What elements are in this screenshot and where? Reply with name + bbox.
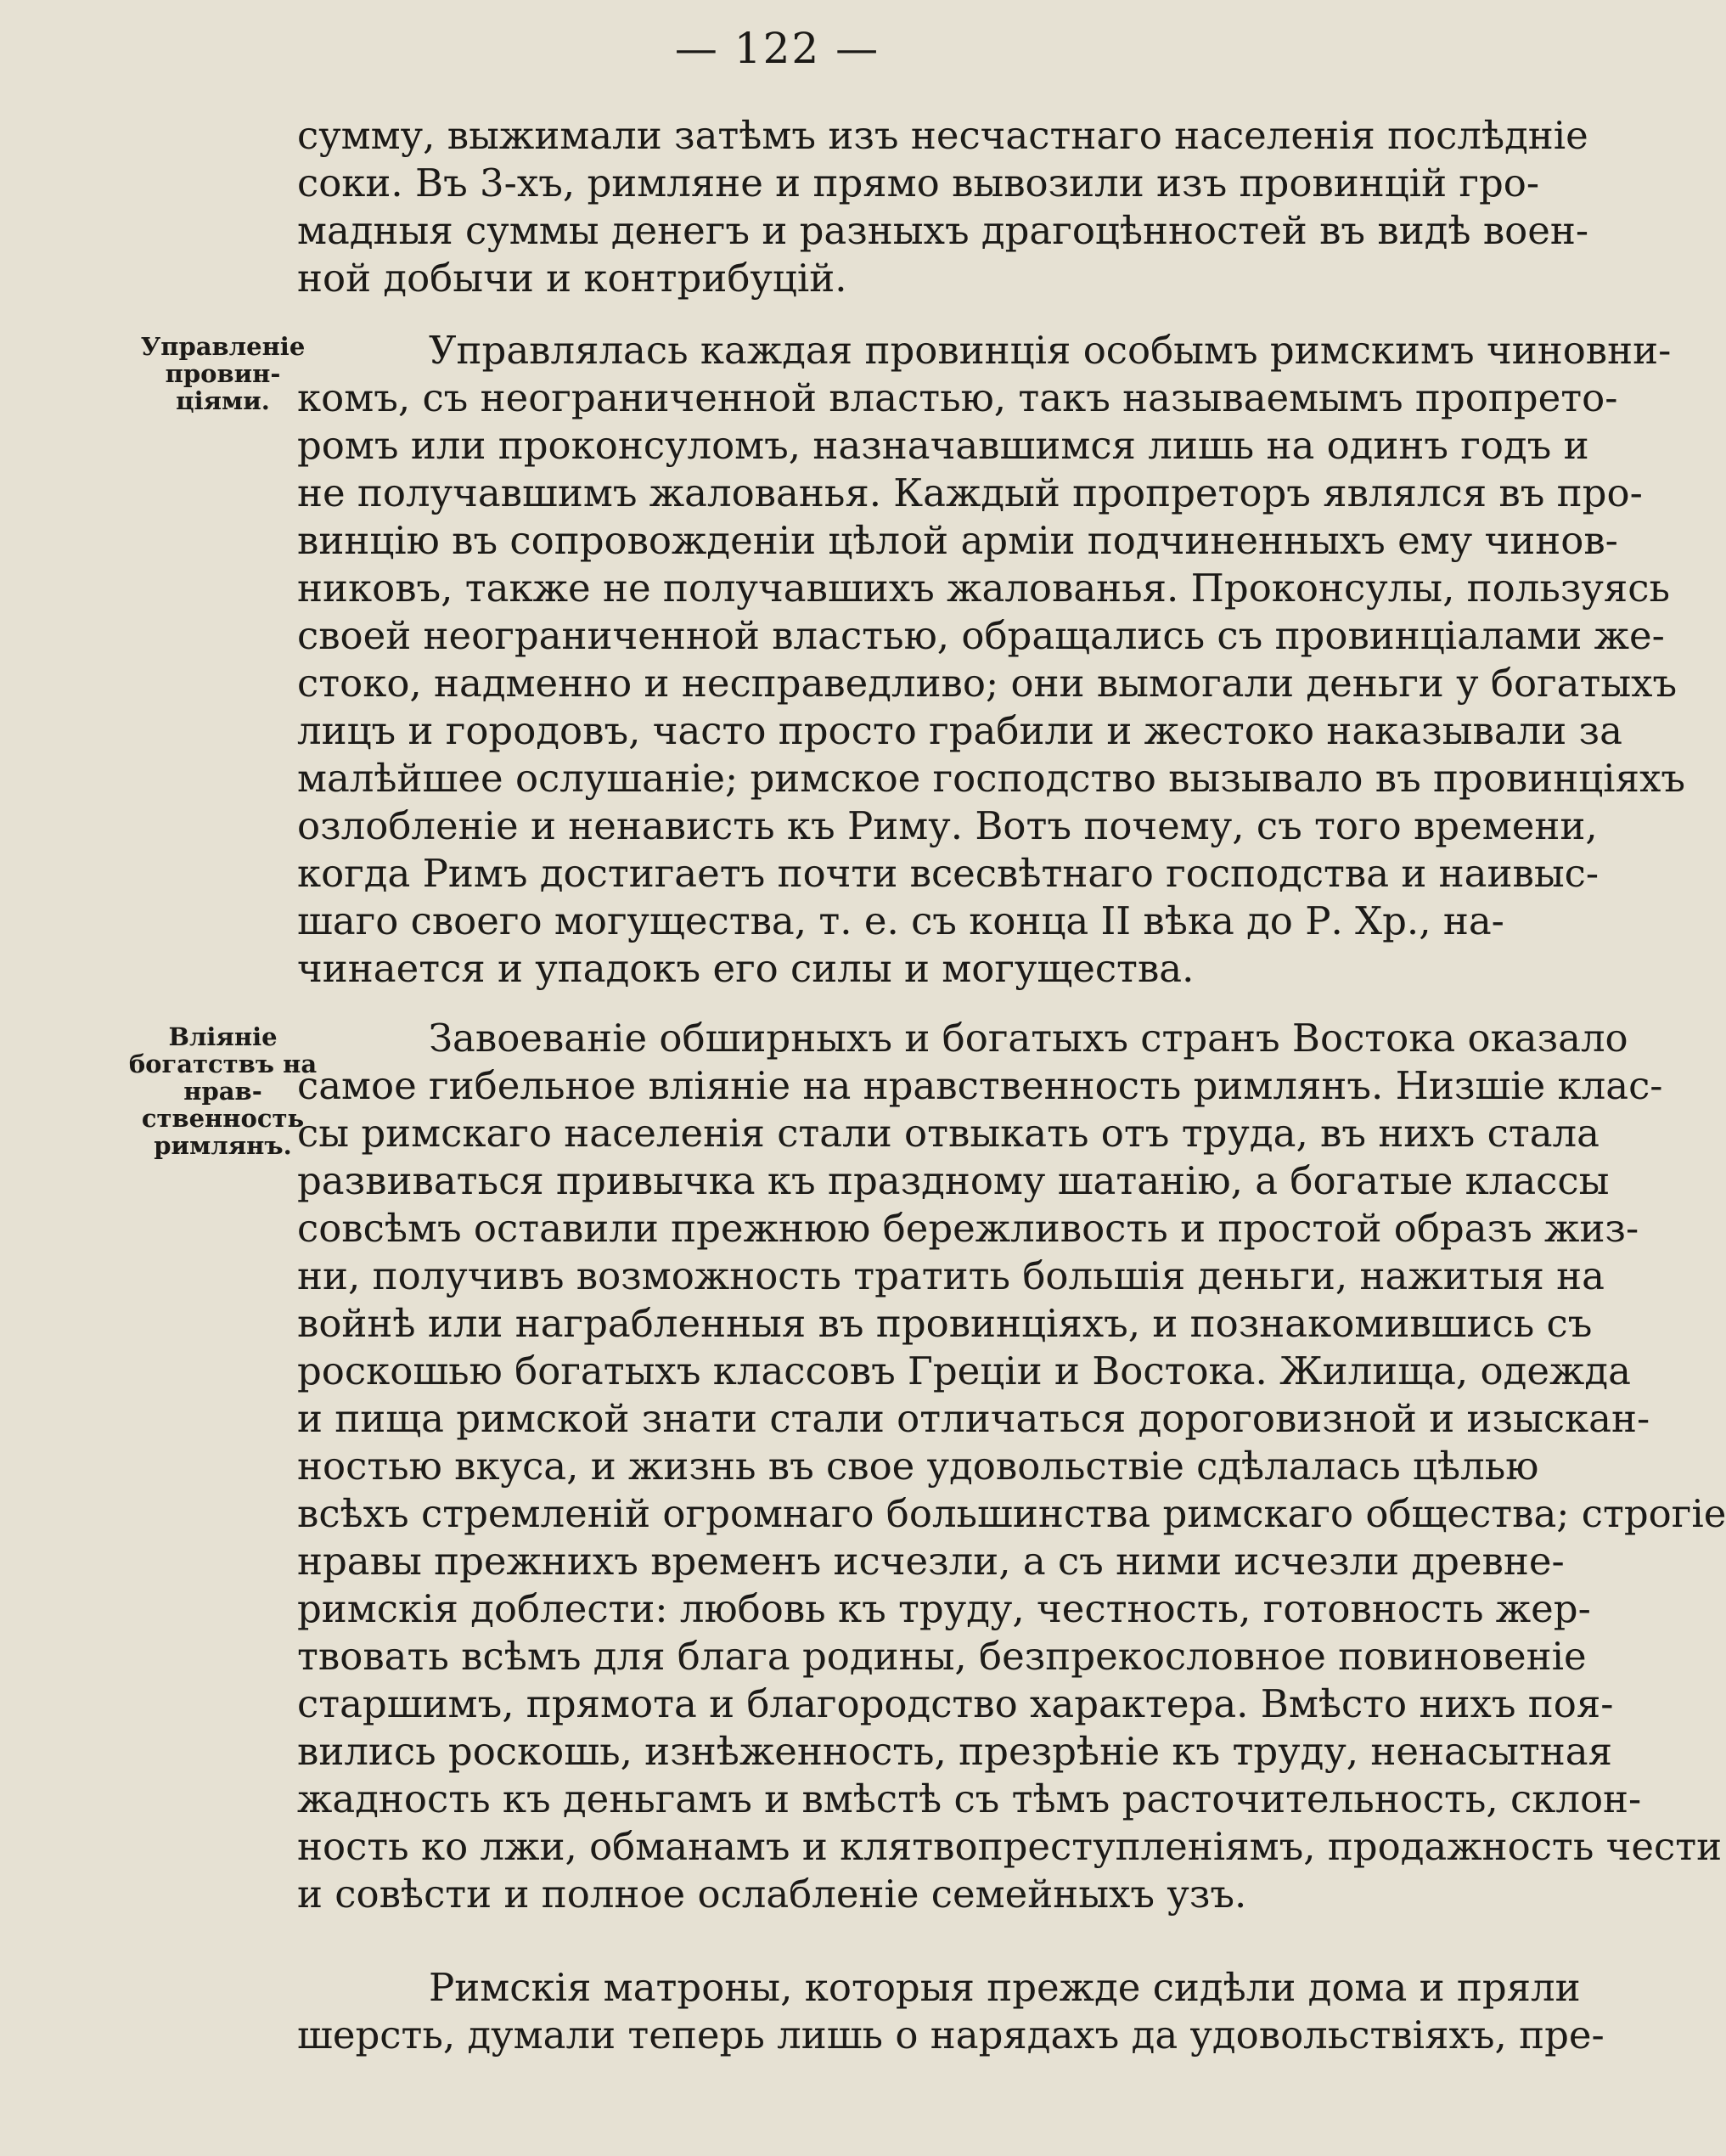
text-line: лицъ и городовъ, часто просто грабили и жестоко наказывали за: [297, 708, 1622, 753]
text-line: нравы прежнихъ временъ исчезли, а съ ними исчезли древне-: [297, 1539, 1565, 1584]
text-line: когда Римъ достигаетъ почти всесвѣтнаго господства и наивыс-: [297, 851, 1600, 896]
text-line: шерсть, думали теперь лишь о нарядахъ да удовольствіяхъ, пре-: [297, 2012, 1605, 2057]
text-line: старшимъ, прямота и благородство характера. Вмѣсто нихъ поя-: [297, 1681, 1614, 1726]
margin-note-provinces: Управленіе провин- ціями.: [140, 332, 306, 415]
text-line: ни, получивъ возможность тратить большія деньги, нажитыя на: [297, 1253, 1605, 1298]
text-line: Управлялась каждая провинція особымъ римскимъ чиновни-: [429, 328, 1672, 373]
text-line: жадность къ деньгамъ и вмѣстѣ съ тѣмъ расточительность, склон-: [297, 1776, 1642, 1821]
text-line: озлобленіе и ненависть къ Риму. Вотъ почему, съ того времени,: [297, 803, 1598, 848]
text-line: римскія доблести: любовь къ труду, честность, готовность жер-: [297, 1586, 1591, 1631]
text-line: мадныя суммы денегъ и разныхъ драгоцѣнностей въ видѣ воен-: [297, 208, 1589, 253]
text-line: ность ко лжи, обманамъ и клятвопреступленіямъ, продажность чести: [297, 1824, 1723, 1869]
text-line: шаго своего могущества, т. е. съ конца II вѣка до Р. Хр., на-: [297, 898, 1504, 943]
text-line: развиваться привычка къ праздному шатанію, а богатые классы: [297, 1158, 1610, 1203]
text-line: совсѣмъ оставили прежнюю бережливость и простой образъ жиз-: [297, 1206, 1639, 1251]
text-line: самое гибельное вліяніе на нравственность римлянъ. Низшіе клас-: [297, 1063, 1663, 1108]
text-line: своей неограниченной властью, обращались съ провинціалами же-: [297, 613, 1665, 658]
text-line: сумму, выжимали затѣмъ изъ несчастнаго населенія послѣдніе: [297, 113, 1588, 158]
text-line: Римскія матроны, которыя прежде сидѣли дома и пряли: [429, 1965, 1581, 2010]
text-line: вились роскошь, изнѣженность, презрѣніе къ труду, ненасытная: [297, 1729, 1612, 1774]
text-line: твовать всѣмъ для блага родины, безпрекословное повиновеніе: [297, 1634, 1587, 1679]
text-line: войнѣ или награбленныя въ провинціяхъ, и познакомившись съ: [297, 1301, 1593, 1346]
page-number: — 122 —: [674, 24, 880, 73]
text-line: всѣхъ стремленій огромнаго большинства римскаго общества; строгіе: [297, 1491, 1726, 1536]
text-line: соки. Въ 3-хъ, римляне и прямо вывозили изъ провинцій гро-: [297, 160, 1540, 205]
text-line: комъ, съ неограниченной властью, такъ называемымъ пропрето-: [297, 375, 1618, 420]
text-line: чинается и упадокъ его силы и могущества.: [297, 946, 1195, 991]
text-line: и пища римской знати стали отличаться дороговизной и изыскан-: [297, 1396, 1650, 1441]
text-line: ной добычи и контрибуцій.: [297, 256, 847, 301]
text-line: стоко, надменно и несправедливо; они вымогали деньги у богатыхъ: [297, 661, 1678, 706]
text-line: ностью вкуса, и жизнь въ свое удовольствіе сдѣлалась цѣлью: [297, 1444, 1539, 1489]
text-line: не получавшимъ жалованья. Каждый пропреторъ являлся въ про-: [297, 470, 1643, 515]
text-line: и совѣсти и полное ослабленіе семейныхъ узъ.: [297, 1872, 1247, 1917]
text-line: сы римскаго населенія стали отвыкать отъ труда, въ нихъ стала: [297, 1111, 1600, 1156]
text-line: никовъ, также не получавшихъ жалованья. Проконсулы, пользуясь: [297, 566, 1670, 611]
text-line: Завоеваніе обширныхъ и богатыхъ странъ Востока оказало: [429, 1016, 1628, 1061]
text-line: малѣйшее ослушаніе; римское господство вызывало въ провинціяхъ: [297, 756, 1685, 801]
text-line: роскошью богатыхъ классовъ Греціи и Востока. Жилища, одежда: [297, 1348, 1631, 1393]
text-line: винцію въ сопровожденіи цѣлой арміи подчиненныхъ ему чинов-: [297, 518, 1618, 563]
text-line: ромъ или проконсуломъ, назначавшимся лишь на одинъ годъ и: [297, 423, 1589, 468]
margin-note-wealth: Вліяніе богатствъ на нрав- ственность римлянъ.: [128, 1022, 318, 1160]
